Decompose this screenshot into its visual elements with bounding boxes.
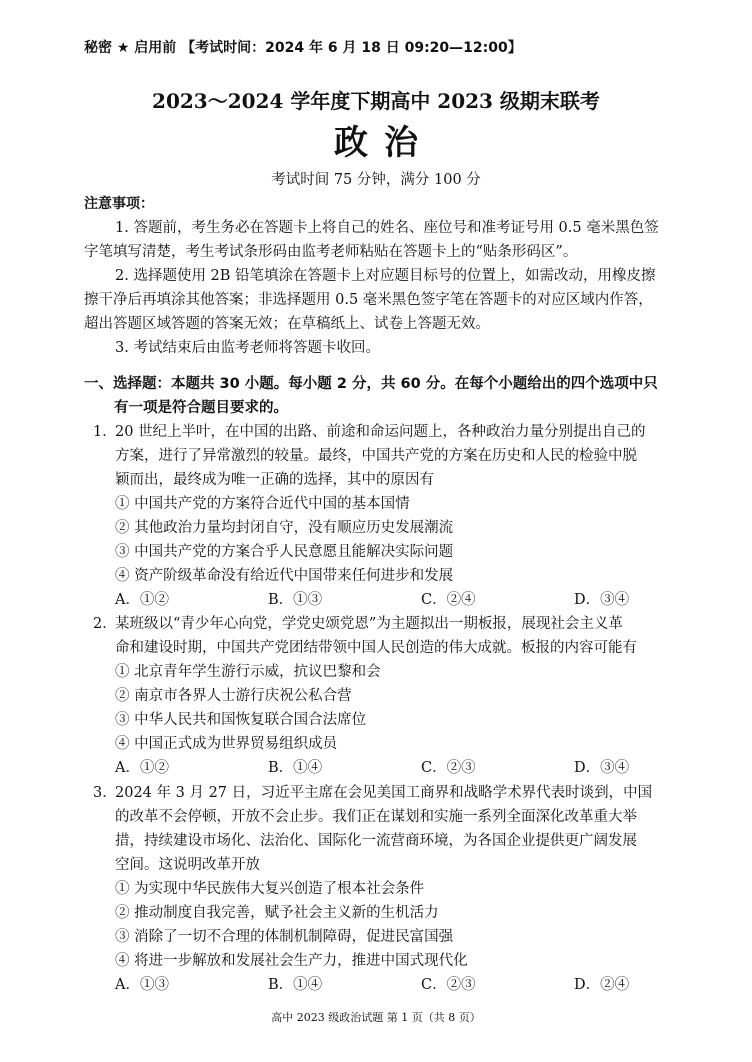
notice-heading: 注意事项： [84,196,154,212]
page-footer: 高中 2023 级政治试题 第 1 页（共 8 页） [271,1011,481,1024]
statement-item: ② 南京市各界人士游行庆祝公私合营 [115,688,352,704]
notice-line: 3. 考试结束后由监考老师将答题卡收回。 [115,340,380,356]
question-number: 2． [93,616,117,632]
section-heading-cont: 有一项是符合题目要求的。 [114,400,288,416]
choice-b: B．①④ [268,977,323,993]
statement-item: ④ 将进一步解放和发展社会生产力，推进中国式现代化 [115,953,468,969]
statement-item: ③ 中华人民共和国恢复联合国合法席位 [115,712,367,728]
exam-title: 2023～2024 学年度下期高中 2023 级期末联考 [152,89,600,113]
statement-item: ③ 中国共产党的方案合乎人民意愿且能解决实际问题 [115,544,454,560]
choice-d: D．②④ [574,977,630,993]
choice-d: D．③④ [574,760,630,776]
question-number: 3． [93,785,117,801]
question-stem: 颖而出，最终成为唯一正确的选择，其中的原因有 [115,472,434,488]
section-heading: 一、选择题：本题共 30 小题。每小题 2 分，共 60 分。在每个小题给出的四个选项中只 [84,376,658,392]
subject-title: 政治 [334,123,434,163]
question-stem: 命和建设时期，中国共产党团结带领中国人民创造的伟大成就。板报的内容可能有 [115,640,637,656]
notice-line: 1. 答题前，考生务必在答题卡上将自己的姓名、座位号和准考证号用 0.5 毫米黑色签 [115,220,659,236]
choice-c: C．②③ [421,977,476,993]
choice-a: A．①② [115,592,169,608]
choice-a: A．①③ [115,977,169,993]
choice-c: C．②③ [421,760,476,776]
question-stem: 方案，进行了异常激烈的较量。最终，中国共产党的方案在历史和人民的检验中脱 [115,448,637,464]
statement-item: ③ 消除了一切不合理的体制机制障碍，促进民富国强 [115,929,454,945]
choice-b: B．①④ [268,760,323,776]
confidential-header: 秘密 ★ 启用前 【考试时间：2024 年 6 月 18 日 09:20—12:00】 [84,40,522,56]
choice-d: D．③④ [574,592,630,608]
statement-item: ④ 中国正式成为世界贸易组织成员 [115,736,338,752]
statement-item: ④ 资产阶级革命没有给近代中国带来任何进步和发展 [115,568,454,584]
question-stem: 20 世纪上半叶，在中国的出路、前途和命运问题上，各种政治力量分别提出自己的 [115,424,646,440]
statement-item: ① 为实现中华民族伟大复兴创造了根本社会条件 [115,881,425,897]
notice-line: 字笔填写清楚，考生考试条形码由监考老师粘贴在答题卡上的“贴条形码区”。 [84,244,578,260]
statement-item: ② 其他政治力量均封闭自守，没有顺应历史发展潮流 [115,520,454,536]
question-stem: 措，持续建设市场化、法治化、国际化一流营商环境，为各国企业提供更广阔发展 [115,833,637,849]
question-stem: 2024 年 3 月 27 日，习近平主席在会见美国工商界和战略学术界代表时谈到，中国 [115,785,653,801]
choice-a: A．①② [115,760,169,776]
exam-duration: 考试时间 75 分钟，满分 100 分 [271,172,481,188]
question-stem: 的改革不会停顿，开放不会止步。我们正在谋划和实施一系列全面深化改革重大举 [115,809,637,825]
statement-item: ① 北京青年学生游行示威，抗议巴黎和会 [115,664,381,680]
question-stem: 某班级以“青少年心向党，学党史颂党恩”为主题拟出一期板报，展现社会主义革 [115,616,623,632]
notice-line: 擦干净后再填涂其他答案；非选择题用 0.5 毫米黑色签字笔在答题卡的对应区域内作答， [84,292,653,308]
question-stem: 空间。这说明改革开放 [115,857,260,873]
question-number: 1． [93,424,117,440]
statement-item: ① 中国共产党的方案符合近代中国的基本国情 [115,496,410,512]
choice-b: B．①③ [268,592,323,608]
choice-c: C．②④ [421,592,476,608]
notice-line: 2. 选择题使用 2B 铅笔填涂在答题卡上对应题目标号的位置上，如需改动，用橡皮擦 [115,268,656,284]
notice-line: 超出答题区域答题的答案无效；在草稿纸上、试卷上答题无效。 [84,316,490,332]
statement-item: ② 推动制度自我完善，赋予社会主义新的生机活力 [115,905,439,921]
